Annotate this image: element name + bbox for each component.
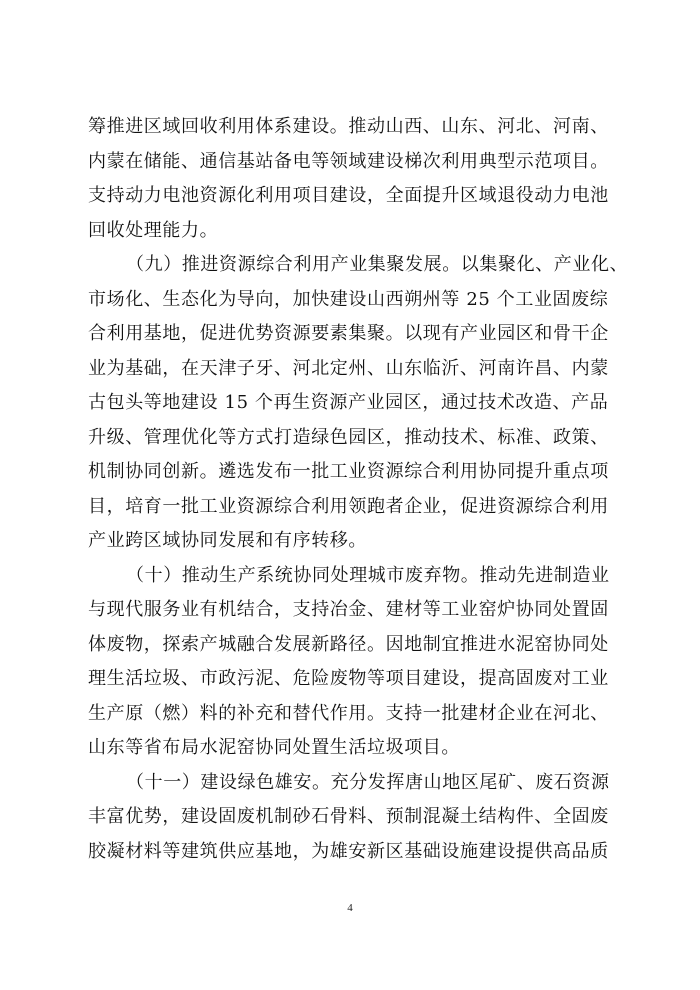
text-line: 内蒙在储能、通信基站备电等领域建设梯次利用典型示范项目。	[88, 150, 609, 172]
text-line: 山东等省布局水泥窑协同处置生活垃圾项目。	[88, 737, 460, 758]
document-body	[88, 110, 629, 869]
text-line: 胶凝材料等建筑供应基地，为雄安新区基础设施建设提供高品质	[88, 840, 609, 862]
page-number: 4	[347, 902, 353, 914]
text-line: 筹推进区域回收利用体系建设。推动山西、山东、河北、河南、	[88, 116, 609, 137]
section-eleven-heading-line: （十一）建设绿色雄安。充分发挥唐山地区尾矿、废石资源	[126, 771, 610, 793]
section-nine-heading-line: （九）推进资源综合利用产业集聚发展。以集聚化、产业化、	[126, 254, 629, 275]
text-line: 目，培育一批工业资源综合利用领跑者企业，促进资源综合利用	[88, 495, 609, 517]
text-line: 产业跨区域协同发展和有序转移。	[88, 530, 367, 551]
text-line: 支持动力电池资源化利用项目建设，全面提升区域退役动力电池	[88, 185, 609, 206]
text-line: 理生活垃圾、市政污泥、危险废物等项目建设，提高固废对工业	[88, 668, 609, 689]
section-ten-heading-line: （十）推动生产系统协同处理城市废弃物。推动先进制造业	[126, 564, 610, 586]
text-line: 丰富优势，建设固废机制砂石骨料、预制混凝土结构件、全固废	[88, 806, 609, 827]
text-line: 机制协同创新。遴选发布一批工业资源综合利用协同提升重点项	[88, 461, 609, 482]
text-line: 体废物，探索产城融合发展新路径。因地制宜推进水泥窑协同处	[88, 633, 609, 655]
text-line: 升级、管理优化等方式打造绿色园区，推动技术、标准、政策、	[88, 426, 609, 448]
text-line: 古包头等地建设 15 个再生资源产业园区，通过技术改造、产品	[88, 392, 609, 413]
text-line: 回收处理能力。	[88, 219, 219, 241]
text-line: 合利用基地，促进优势资源要素集聚。以现有产业园区和骨干企	[88, 323, 609, 344]
text-line: 与现代服务业有机结合，支持冶金、建材等工业窑炉协同处置固	[88, 599, 609, 620]
text-line: 生产原（燃）料的补充和替代作用。支持一批建材企业在河北、	[88, 702, 609, 724]
text-line: 业为基础，在天津子牙、河北定州、山东临沂、河南许昌、内蒙	[88, 357, 609, 379]
text-line: 市场化、生态化为导向，加快建设山西朔州等 25 个工业固废综	[88, 288, 609, 310]
